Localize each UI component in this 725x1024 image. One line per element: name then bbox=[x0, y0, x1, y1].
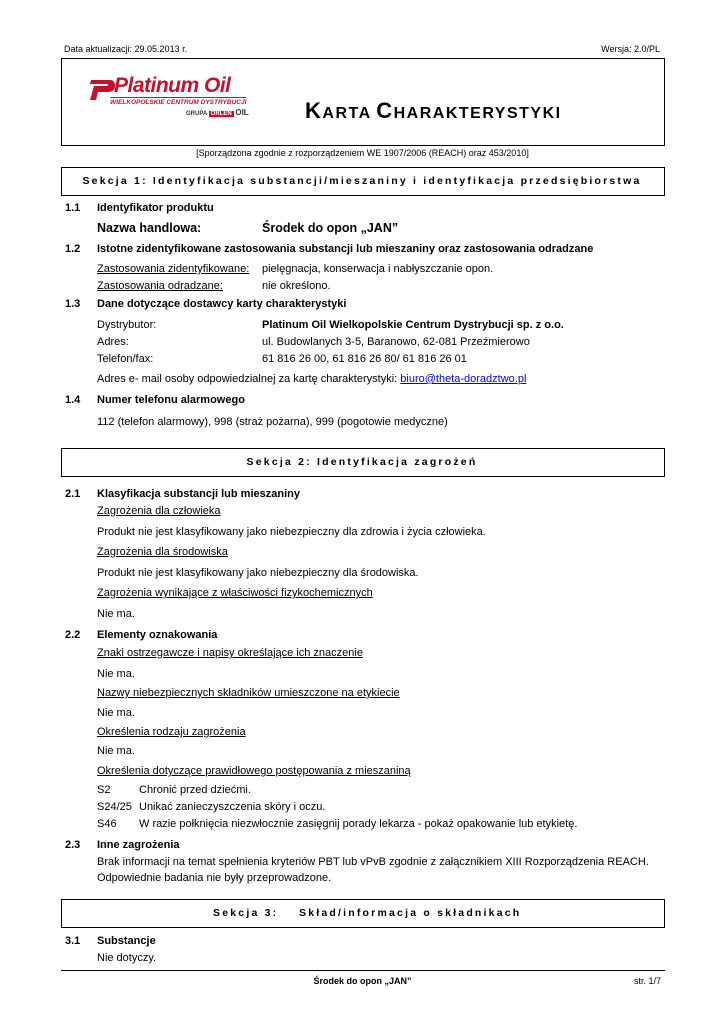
uses-advised-value: nie określono. bbox=[262, 280, 331, 292]
trade-name-label: Nazwa handlowa: bbox=[97, 221, 202, 235]
section1-title: Sekcja 1: Identyfikacja substancji/mieszaniny i identyfikacja przedsiębiorstwa bbox=[82, 175, 642, 187]
version: Wersja: 2.0/PL bbox=[601, 44, 660, 54]
phrase-text: Chronić przed dziećmi. bbox=[139, 784, 251, 796]
s21-number: 2.1 bbox=[65, 488, 81, 500]
uses-advised-label: Zastosowania odradzane: bbox=[97, 280, 223, 292]
logo-brand: Platinum Oil bbox=[114, 74, 231, 97]
s22-number: 2.2 bbox=[65, 629, 81, 641]
phone-value: 61 816 26 00, 61 816 26 80/ 61 816 26 01 bbox=[262, 353, 467, 365]
hazard-types-heading: Określenia rodzaju zagrożenia bbox=[97, 726, 246, 738]
handling-heading: Określenia dotyczące prawidłowego postępowania z mieszaniną bbox=[97, 765, 411, 777]
phrase-text: W razie połknięcia niezwłocznie zasięgnij porady lekarza - pokaż opakowanie lub etykietę. bbox=[139, 818, 578, 830]
phrase-code: S46 bbox=[97, 818, 117, 830]
s12-number: 1.2 bbox=[65, 243, 81, 255]
page-title: KARTA CHARAKTERYSTYKI bbox=[305, 98, 562, 123]
s21-title: Klasyfikacja substancji lub mieszaniny bbox=[97, 488, 300, 500]
s23-text-line2: Odpowiednie badania nie były przeprowadzone. bbox=[97, 872, 332, 884]
footer-divider bbox=[61, 970, 665, 971]
signs-heading: Znaki ostrzegawcze i napisy określające ich znaczenie bbox=[97, 647, 363, 659]
section2-title: Sekcja 2: Identyfikacja zagrożeń bbox=[246, 456, 478, 468]
emergency-numbers: 112 (telefon alarmowy), 998 (straż pożarna), 999 (pogotowie medyczne) bbox=[97, 416, 448, 428]
page-number: str. 1/7 bbox=[633, 976, 661, 986]
logo bbox=[88, 74, 250, 124]
human-hazards-text: Produkt nie jest klasyfikowany jako niebezpieczny dla zdrowia i życia człowieka. bbox=[97, 526, 486, 538]
s12-title: Istotne zidentyfikowane zastosowania substancji lub mieszaniny oraz zastosowania odradzane bbox=[97, 243, 594, 255]
s14-number: 1.4 bbox=[65, 394, 81, 406]
email-link[interactable]: biuro@theta-doradztwo.pl bbox=[400, 373, 527, 385]
phrase-code: S24/25 bbox=[97, 801, 132, 813]
names-heading: Nazwy niebezpiecznych składników umieszczone na etykiecie bbox=[97, 687, 400, 699]
s13-title: Dane dotyczące dostawcy karty charakterystyki bbox=[97, 298, 347, 310]
phrase-text: Unikać zanieczyszczenia skóry i oczu. bbox=[139, 801, 326, 813]
phys-hazards-heading: Zagrożenia wynikające z właściwości fizykochemicznych bbox=[97, 587, 373, 599]
human-hazards-heading: Zagrożenia dla człowieka bbox=[97, 505, 221, 517]
distributor-label: Dystrybutor: bbox=[97, 319, 157, 331]
logo-subtitle: WIELKOPOLSKIE CENTRUM DYSTRYBUCJI bbox=[110, 99, 247, 106]
address-label: Adres: bbox=[97, 336, 129, 348]
s14-title: Numer telefonu alarmowego bbox=[97, 394, 245, 406]
phys-hazards-text: Nie ma. bbox=[97, 608, 135, 620]
s11-number: 1.1 bbox=[65, 202, 81, 214]
section3-title: Skład/informacja o składnikach bbox=[299, 907, 522, 919]
s31-text: Nie dotyczy. bbox=[97, 952, 157, 964]
distributor-value: Platinum Oil Wielkopolskie Centrum Dystrybucji sp. z o.o. bbox=[262, 319, 564, 331]
s23-text-line1: Brak informacji na temat spełnienia kryteriów PBT lub vPvB zgodnie z załącznikiem XIII Rozporządzenia REACH. bbox=[97, 856, 649, 868]
env-hazards-text: Produkt nie jest klasyfikowany jako niebezpieczny dla środowiska. bbox=[97, 567, 419, 579]
address-value: ul. Budowlanych 3-5, Baranowo, 62-081 Przeźmierowo bbox=[262, 336, 530, 348]
s22-title: Elementy oznakowania bbox=[97, 629, 218, 641]
email-row bbox=[97, 373, 526, 385]
phrase-code: S2 bbox=[97, 784, 111, 796]
s13-number: 1.3 bbox=[65, 298, 81, 310]
logo-group: GRUPA ORLEN OIL bbox=[186, 108, 249, 117]
uses-identified-label: Zastosowania zidentyfikowane: bbox=[97, 263, 250, 275]
hazard-types-text: Nie ma. bbox=[97, 745, 135, 757]
env-hazards-heading: Zagrożenia dla środowiska bbox=[97, 546, 228, 558]
footer-product: Środek do opon „JAN” bbox=[313, 976, 412, 986]
s23-number: 2.3 bbox=[65, 839, 81, 851]
signs-text: Nie ma. bbox=[97, 668, 135, 680]
s11-title: Identyfikator produktu bbox=[97, 202, 214, 214]
update-date: Data aktualizacji: 29.05.2013 r. bbox=[64, 44, 188, 54]
email-label: Adres e- mail osoby odpowiedzialnej za kartę charakterystyki: bbox=[97, 373, 398, 385]
trade-name-value: Środek do opon „JAN” bbox=[262, 221, 399, 235]
names-text: Nie ma. bbox=[97, 707, 135, 719]
phone-label: Telefon/fax: bbox=[97, 353, 154, 365]
regulation-note: [Sporządzona zgodnie z rozporządzeniem WE 1907/2006 (REACH) oraz 453/2010] bbox=[196, 148, 529, 158]
s31-number: 3.1 bbox=[65, 935, 81, 947]
section3-title-number: Sekcja 3: bbox=[213, 907, 279, 919]
uses-identified-value: pielęgnacja, konserwacja i nabłyszczanie opon. bbox=[262, 263, 494, 275]
s23-title: Inne zagrożenia bbox=[97, 839, 180, 851]
s31-title: Substancje bbox=[97, 935, 156, 947]
